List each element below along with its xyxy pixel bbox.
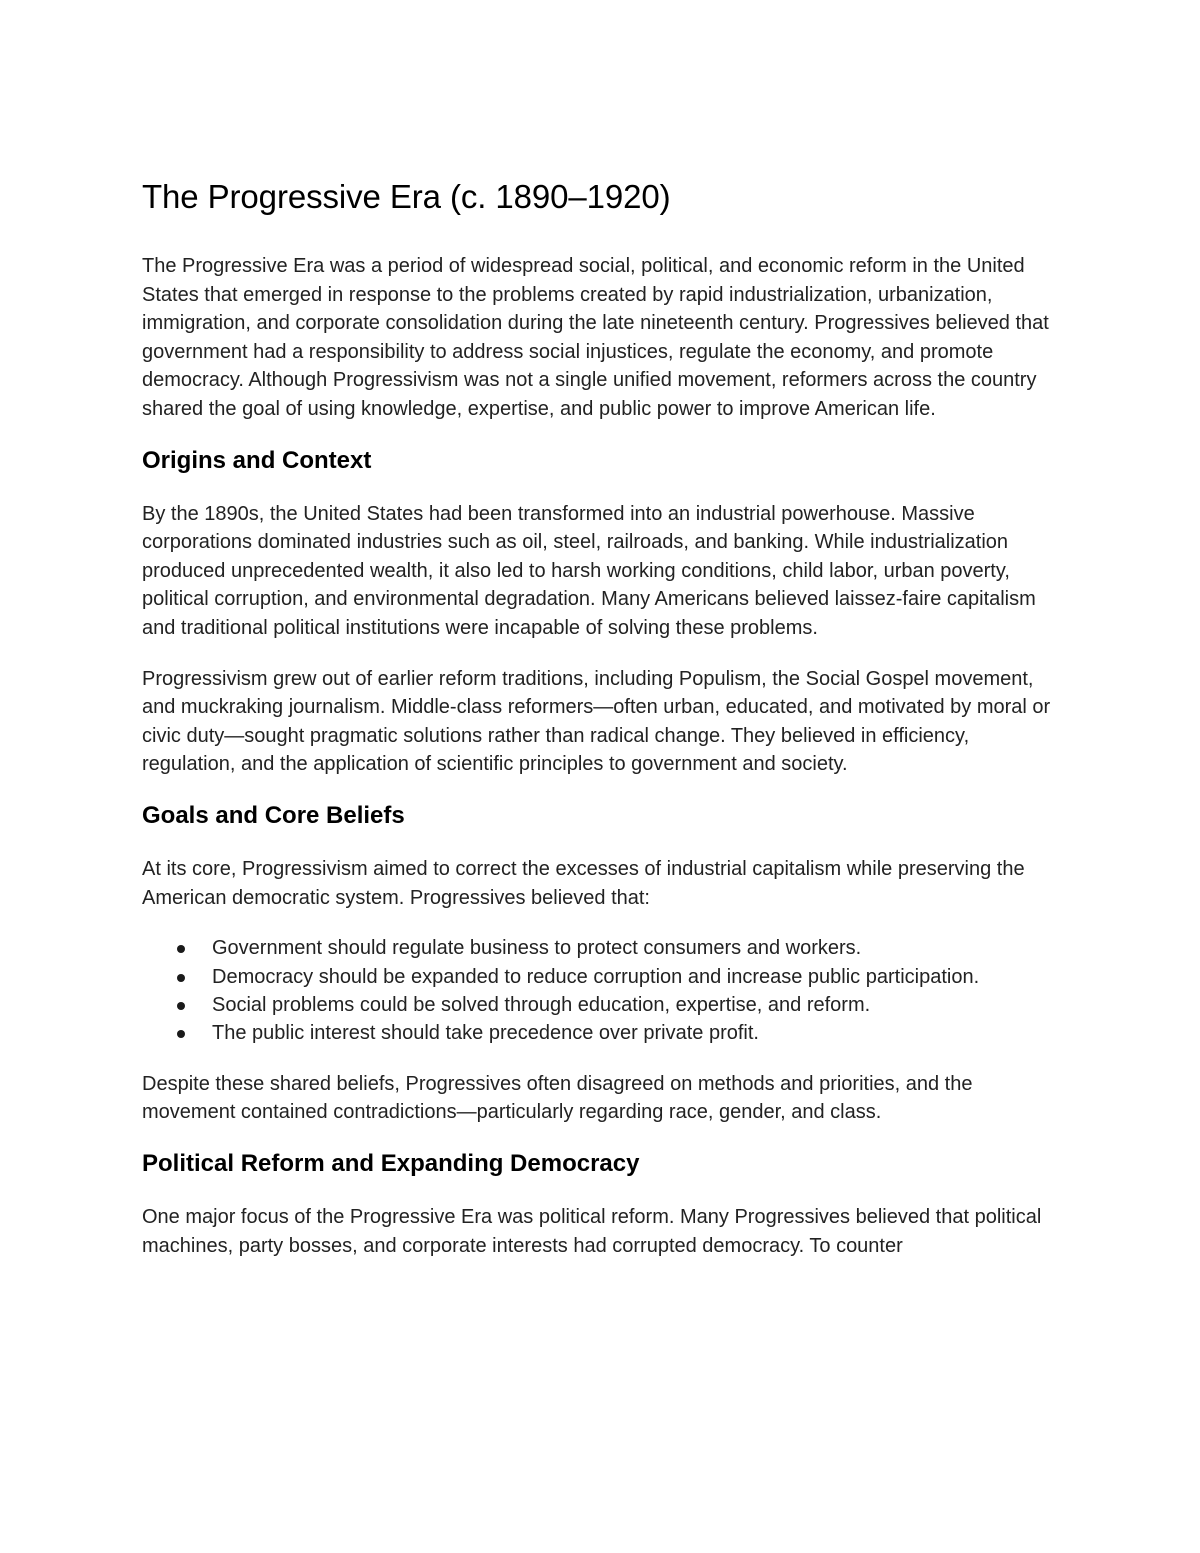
document-title: The Progressive Era (c. 1890–1920) <box>142 178 671 215</box>
origins-paragraph-1: By the 1890s, the United States had been transformed into an industrial powerhouse. Massive corporations dominated industries such as oil, steel, railroads, and banking. While industrialization produced unprecedented wealth, it also led to harsh working conditions, child labor, urban poverty, political corruption, and environmental degradation. Many Americans believed laissez-faire capitalism and traditional political institutions were incapable of solving these problems. <box>142 502 1036 639</box>
origins-paragraph-2: Progressivism grew out of earlier reform traditions, including Populism, the Social Gospel movement, and muckraking journalism. Middle-class reformers—often urban, educated, and motivated by moral or civic duty—sought pragmatic solutions rather than radical change. They believed in efficiency, regulation, and the application of scientific principles to government and society. <box>142 667 1051 776</box>
intro-paragraph: The Progressive Era was a period of widespread social, political, and economic reform in the United States that emerged in response to the problems created by rapid industrialization, urbanization, immigration, and corporate consolidation during the late nineteenth century. Progressives believed that government had a responsibility to address social injustices, regulate the economy, and promote democracy. Although Progressivism was not a single unified movement, reformers across the country shared the goal of using knowledge, expertise, and public power to improve American life. <box>142 255 1049 420</box>
list-item <box>142 934 1067 962</box>
bullet-icon <box>177 945 185 953</box>
document-page <box>142 176 1067 1282</box>
list-item <box>142 1019 1067 1047</box>
bullet-icon <box>177 1030 185 1038</box>
list-item <box>142 991 1067 1019</box>
goals-paragraph: At its core, Progressivism aimed to correct the excesses of industrial capitalism while preserving the American democratic system. Progressives believed that: <box>142 857 1025 909</box>
list-item <box>142 963 1067 991</box>
section-heading-goals: Goals and Core Beliefs <box>142 801 405 829</box>
goals-closing-paragraph: Despite these shared beliefs, Progressives often disagreed on methods and priorities, and the movement contained contradictions—particularly regarding race, gender, and class. <box>142 1072 973 1124</box>
bullet-icon <box>177 974 185 982</box>
beliefs-list <box>142 934 1067 1048</box>
bullet-icon <box>177 1002 185 1010</box>
list-item-text: Government should regulate business to protect consumers and workers. <box>212 937 862 960</box>
list-item-text: The public interest should take precedence over private profit. <box>212 1022 759 1045</box>
section-heading-origins: Origins and Context <box>142 446 372 474</box>
list-item-text: Democracy should be expanded to reduce corruption and increase public participation. <box>212 965 980 988</box>
section-heading-political-reform: Political Reform and Expanding Democracy <box>142 1149 640 1177</box>
political-reform-paragraph: One major focus of the Progressive Era was political reform. Many Progressives believed that political machines, party bosses, and corporate interests had corrupted democracy. To counter <box>142 1205 1042 1257</box>
list-item-text: Social problems could be solved through education, expertise, and reform. <box>212 993 871 1016</box>
